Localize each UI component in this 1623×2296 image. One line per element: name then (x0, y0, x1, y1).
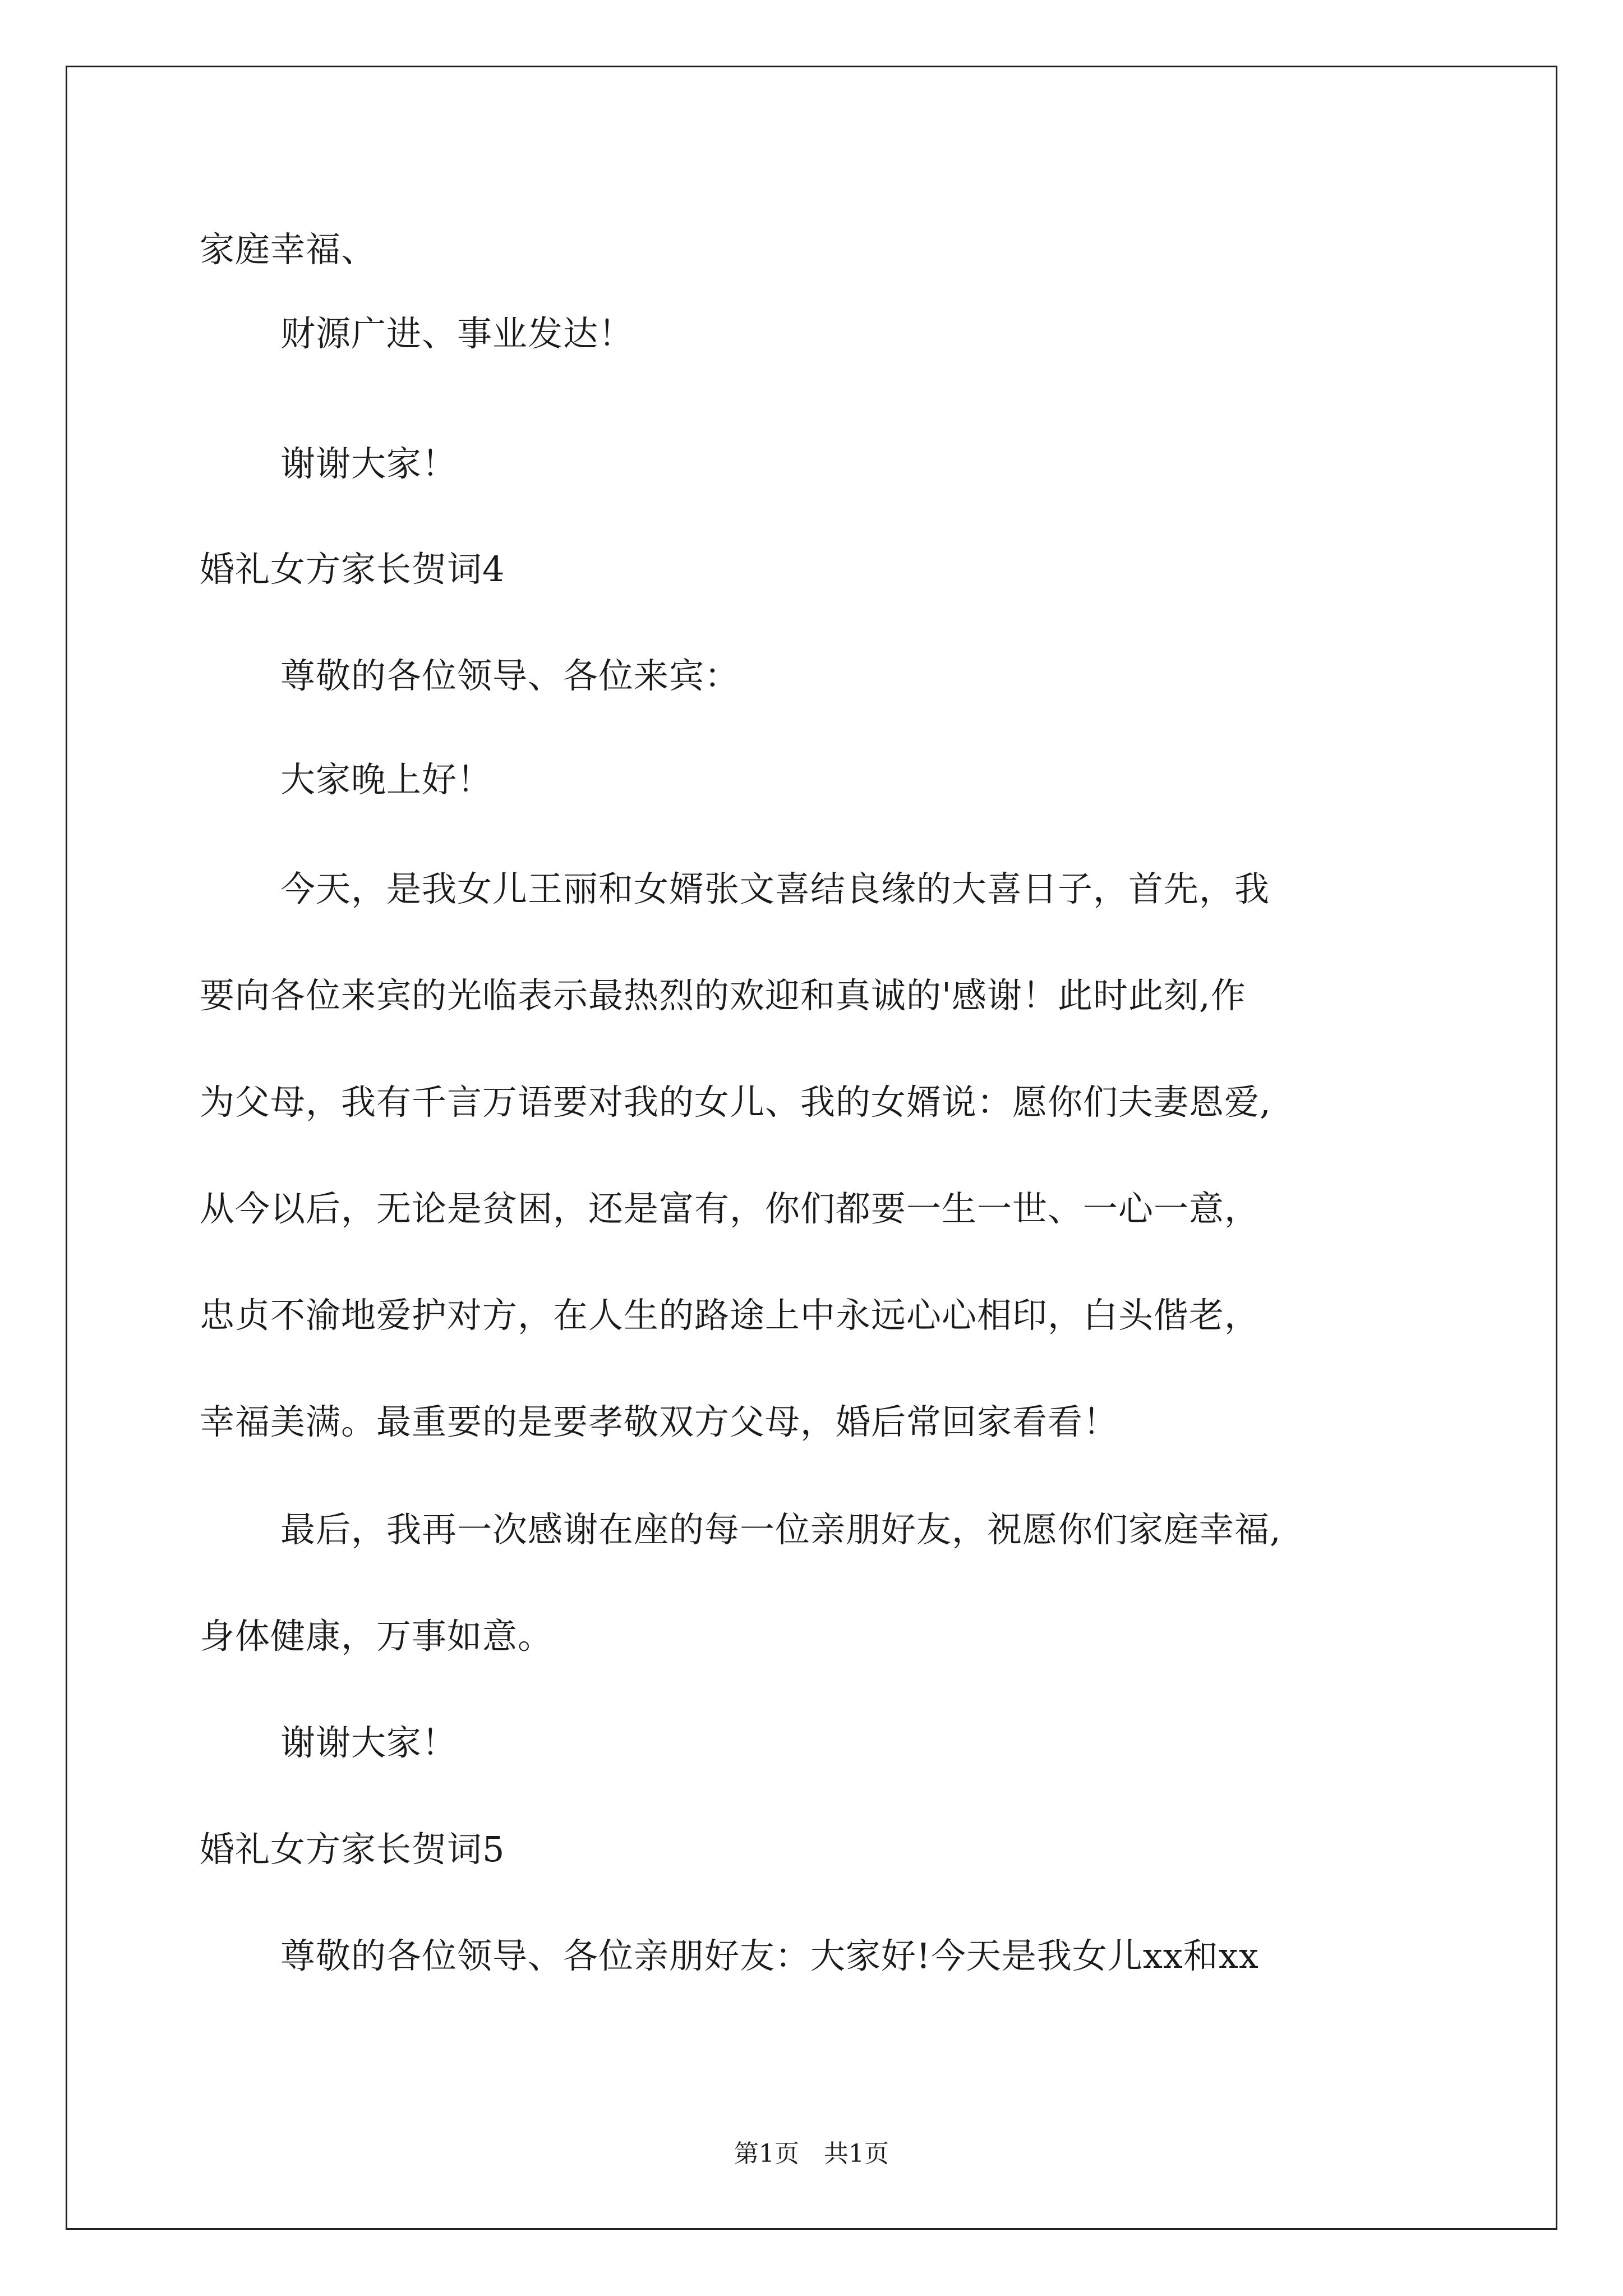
paragraph-line: 从今以后，无论是贫困，还是富有，你们都要一生一世、一心一意， (200, 1188, 1260, 1229)
page-frame (66, 66, 1557, 2230)
paragraph-line: 尊敬的各位领导、各位亲朋好友：大家好!今天是我女儿xx和xx (280, 1935, 1259, 1976)
paragraph-line: 最后，我再一次感谢在座的每一位亲朋好友，祝愿你们家庭幸福, (280, 1509, 1281, 1550)
paragraph-line: 今天，是我女儿王丽和女婿张文喜结良缘的大喜日子，首先，我 (280, 868, 1270, 909)
paragraph-line: 身体健康，万事如意。 (200, 1616, 554, 1657)
text-line: 谢谢大家！ (280, 443, 458, 484)
page-number: 第1页 共1页 (734, 2139, 889, 2168)
paragraph-line: 幸福美满。最重要的是要孝敬双方父母，婚后常回家看看！ (200, 1401, 1119, 1442)
paragraph-line: 忠贞不渝地爱护对方，在人生的路途上中永远心心相印，白头偕老， (200, 1295, 1260, 1336)
greeting: 大家晚上好！ (280, 759, 493, 800)
paragraph-line: 要向各位来宾的光临表示最热烈的欢迎和真诚的'感谢！此时此刻,作 (200, 975, 1246, 1016)
closing-line: 谢谢大家！ (280, 1722, 458, 1763)
section-heading: 婚礼女方家长贺词4 (200, 549, 505, 590)
paragraph-line: 为父母，我有千言万语要对我的女儿、我的女婿说：愿你们夫妻恩爱, (200, 1082, 1271, 1122)
salutation: 尊敬的各位领导、各位来宾： (280, 655, 740, 696)
section-heading: 婚礼女方家长贺词5 (200, 1829, 505, 1870)
text-line: 财源广进、事业发达！ (280, 313, 634, 354)
text-line: 家庭幸福、 (200, 229, 377, 270)
